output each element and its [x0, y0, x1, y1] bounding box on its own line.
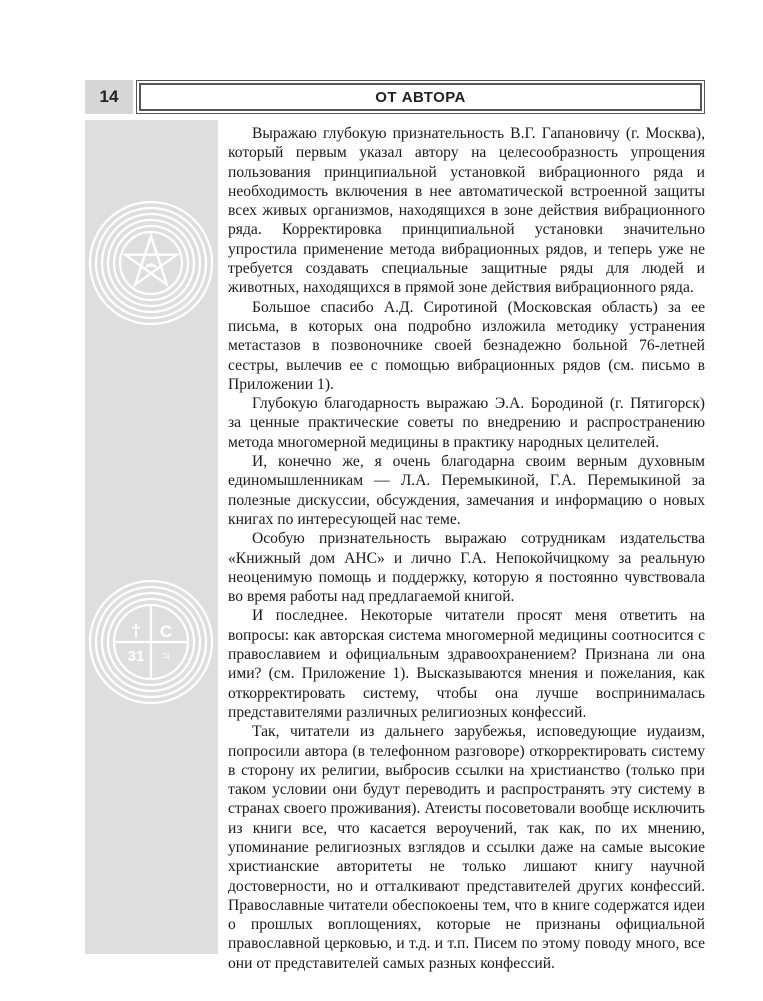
- body-text: [228, 124, 705, 973]
- section-header: [136, 80, 705, 114]
- paragraph: Выражаю глубокую признательность В.Г. Гапановичу (г. Москва), который первым указал автору на целесообразность упрощения пользования принципиальной установкой вибрационного ряда и необходимость включения в нее автоматической встроенной защиты всех живых организмов, находящихся в зоне действия вибрационного ряда. Корректировка принципиальной установки значительно упростила применение метода вибрационных рядов, и теперь уже не требуется создавать специальные защитные ряды для людей и животных, находящихся в прямой зоне действия вибрационного ряда.: [228, 125, 705, 297]
- paragraph: Большое спасибо А.Д. Сиротиной (Московская область) за ее письма, в которых она подробно изложила методику устранения метастазов в позвоночнике своей безнадежно больной 76-летней сестры, вылечив ее с помощью вибрационных рядов (см. письмо в Приложении 1).: [228, 298, 705, 393]
- emblem-cross-glyph: †: [130, 621, 142, 641]
- emblem-31-glyph: 31: [127, 648, 145, 665]
- emblem-planet-glyph: ♃: [160, 648, 172, 665]
- paragraph: Так, читатели из дальнего зарубежья, исповедующие иудаизм, попросили автора (в телефонном разговоре) откорректировать систему в сторону их религии, выбросив ссылки на христианство (только при таком условии они будут переводить и распространять эту систему в странах своего проживания). Атеисты посоветовали вообще исключить из книги все, что касается вероучений, так как, по их мнению, упоминание религиозных взглядов и ссылки даже на самые высокие христианские авторитеты не только лишают книгу научной достоверности, но и отталкивают представителей других конфессий. Православные читатели обеспокоены тем, что в книге содержатся идеи о прошлых воплощениях, которые не признаны официальной православной церковью, и т.д. и т.п. Писем по этому поводу много, все они от представителей самых разных конфессий.: [228, 723, 705, 972]
- page-number: 14: [85, 80, 133, 114]
- pentagram-icon: [88, 200, 214, 326]
- emblem-c-glyph: C: [159, 622, 173, 641]
- section-title: ОТ АВТОРА: [139, 83, 702, 111]
- paragraph: И, конечно же, я очень благодарна своим верным духовным единомышленникам — Л.А. Перемыкиной, Г.А. Перемыкиной за полезные дискуссии, обсуждения, замечания и информацию о новых книгах по интересующей нас теме.: [228, 453, 705, 528]
- paragraph: Глубокую благодарность выражаю Э.А. Бородиной (г. Пятигорск) за ценные практические советы по внедрению и распространению метода многомерной медицины в практику народных целителей.: [228, 395, 705, 451]
- cross-c-31-emblem-icon: [88, 579, 214, 705]
- paragraph: И последнее. Некоторые читатели просят меня ответить на вопросы: как авторская система многомерной медицины соотносится с православием и официальным здравоохранением? Признана ли она ими? (см. Приложение 1). Высказываются мнения и пожелания, как откорректировать систему, чтобы она лучше воспринималась представителями различных религиозных конфессий.: [228, 607, 705, 721]
- paragraph: Особую признательность выражаю сотрудникам издательства «Книжный дом АНС» и лично Г.А. Непокойчицкому за реальную неоценимую помощь и поддержку, которую я постоянно чувствовала во время работы над предлагаемой книгой.: [228, 530, 705, 606]
